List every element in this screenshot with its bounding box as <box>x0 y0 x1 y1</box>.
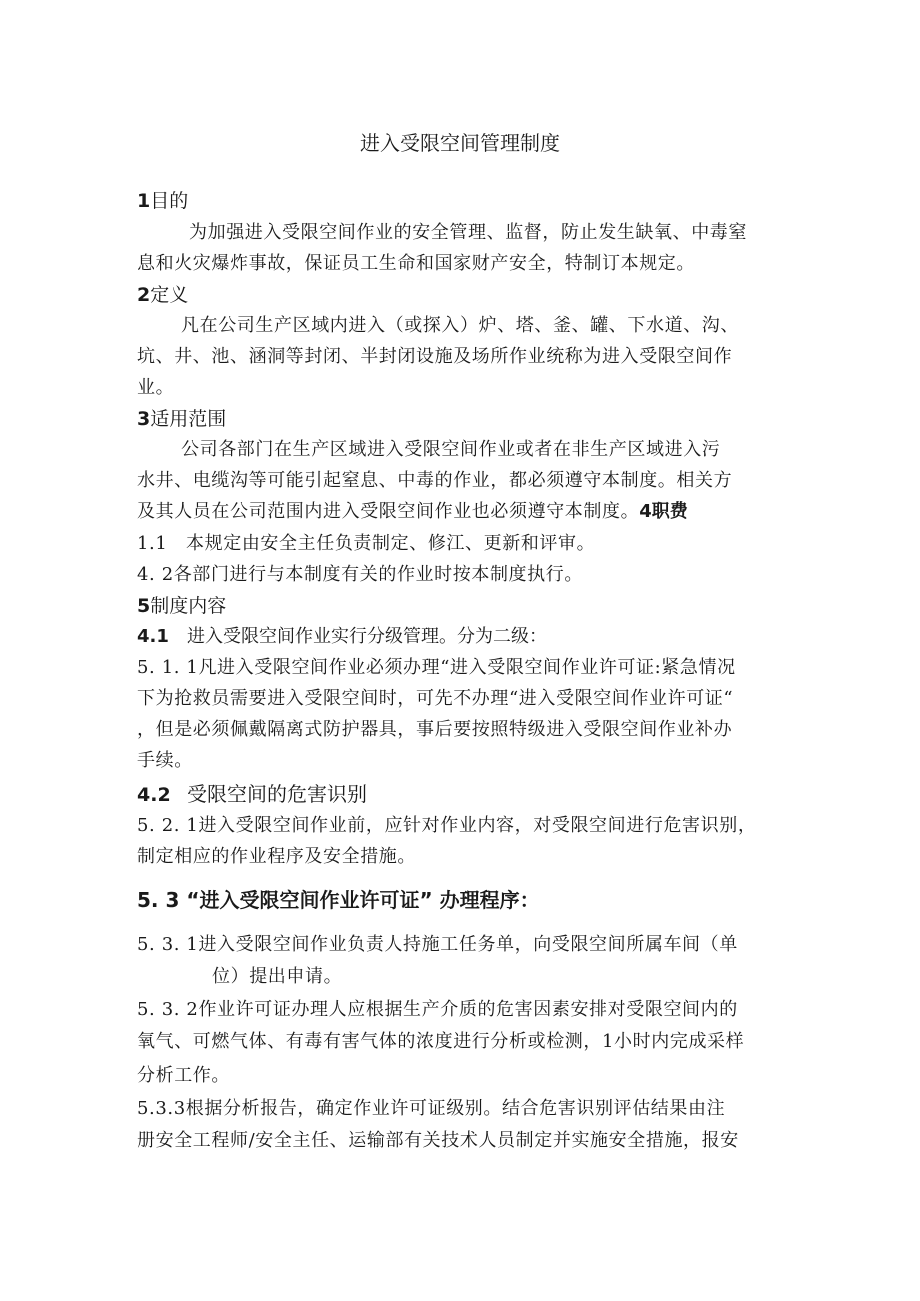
section-2-line-2: 坑、井、池、涵洞等封闭、半封闭设施及场所作业统称为进入受限空间作 <box>137 346 733 367</box>
section-3-line-2: 水井、电缆沟等可能引起窒息、中毒的作业，都必须遵守本制度。相关方 <box>137 470 733 491</box>
p5-line-1: 5.3.3根据分析报告，确定作业许可证级别。结合危害识别评估结果由注 <box>137 1098 726 1119</box>
section-number: 1 <box>137 190 151 212</box>
p3-line-2: 位）提出申请。 <box>212 966 343 987</box>
subsection-text: 进入受限空间作业实行分级管理。分为二级： <box>187 626 547 647</box>
p4-line-2: 氧气、可燃气体、有毒有害气体的浓度进行分析或检测，1小时内完成采样 <box>137 1031 745 1052</box>
section-1-line-2: 息和火灾爆炸事故，保证员工生命和国家财产安全，特制订本规定。 <box>137 253 695 274</box>
p4-line-1: 5. 3. 2作业许可证办理人应根据生产介质的危害因素安排对受限空间内的 <box>137 999 738 1020</box>
section-1-line-1: 为加强进入受限空间作业的安全管理、监督，防止发生缺氧、中毒窒 <box>189 222 747 243</box>
section-number: 2 <box>137 284 151 306</box>
section-title: 适用范围 <box>150 408 227 430</box>
section-1-heading <box>137 186 188 216</box>
subsection-text: 受限空间的危害识别 <box>187 782 367 806</box>
p4-line-3: 分析工作。 <box>137 1065 230 1086</box>
section-4-heading: 4职费 <box>639 501 688 522</box>
section-title: 定义 <box>150 284 189 306</box>
section-2-line-3: 业。 <box>137 377 175 398</box>
section-4-line-2: 4. 2各部门进行与本制度有关的作业时按本制度执行。 <box>137 564 583 585</box>
subsection-4-2 <box>137 779 367 810</box>
section-5-heading <box>137 591 226 621</box>
p1-line-4: 手续。 <box>137 750 193 771</box>
p2-line-2: 制定相应的作业程序及安全措施。 <box>137 846 416 867</box>
section-title: 制度内容 <box>150 595 227 617</box>
subsection-number: 4.2 <box>137 784 171 806</box>
p1-line-2: 下为抢救员需要进入受限空间时，可先不办理“进入受限空间作业许可证“ <box>137 688 734 709</box>
page-title: 进入受限空间管理制度 <box>360 131 560 155</box>
subsection-number: 4.1 <box>137 626 169 647</box>
section-3-line-3 <box>137 497 688 527</box>
section-2-heading <box>137 280 188 310</box>
section-title: 目的 <box>150 190 189 212</box>
subsection-4-1 <box>137 622 547 652</box>
p5-line-2: 册安全工程师/安全主任、运输部有关技术人员制定并实施安全措施，报安 <box>137 1130 739 1151</box>
p2-line-1: 5. 2. 1进入受限空间作业前，应针对作业内容，对受限空间进行危害识别， <box>137 815 757 836</box>
section-number: 3 <box>137 408 151 430</box>
p1-line-3: ，但是必须佩戴隔离式防护器具，事后要按照特级进入受限空间作业补办 <box>137 719 733 740</box>
section-4-line-1: 1.1 本规定由安全主任负责制定、修江、更新和评审。 <box>137 533 596 554</box>
section-number: 5 <box>137 595 151 617</box>
section-2-line-1: 凡在公司生产区域内进入（或探入）炉、塔、釜、罐、下水道、沟、 <box>181 315 739 336</box>
section-3-line-3-text: 及其人员在公司范围内进入受限空间作业也必须遵守本制度。 <box>137 501 640 522</box>
p1-line-1: 5. 1. 1凡进入受限空间作业必须办理“进入受限空间作业许可证:紧急情况 <box>137 657 736 678</box>
subsection-5-3: 5. 3 “进入受限空间作业许可证” 办理程序： <box>137 888 540 912</box>
section-3-heading <box>137 404 226 434</box>
p3-line-1: 5. 3. 1进入受限空间作业负责人持施工任务单，向受限空间所属车间（单 <box>137 934 738 955</box>
section-3-line-1: 公司各部门在生产区域进入受限空间作业或者在非生产区域进入污 <box>181 439 721 460</box>
